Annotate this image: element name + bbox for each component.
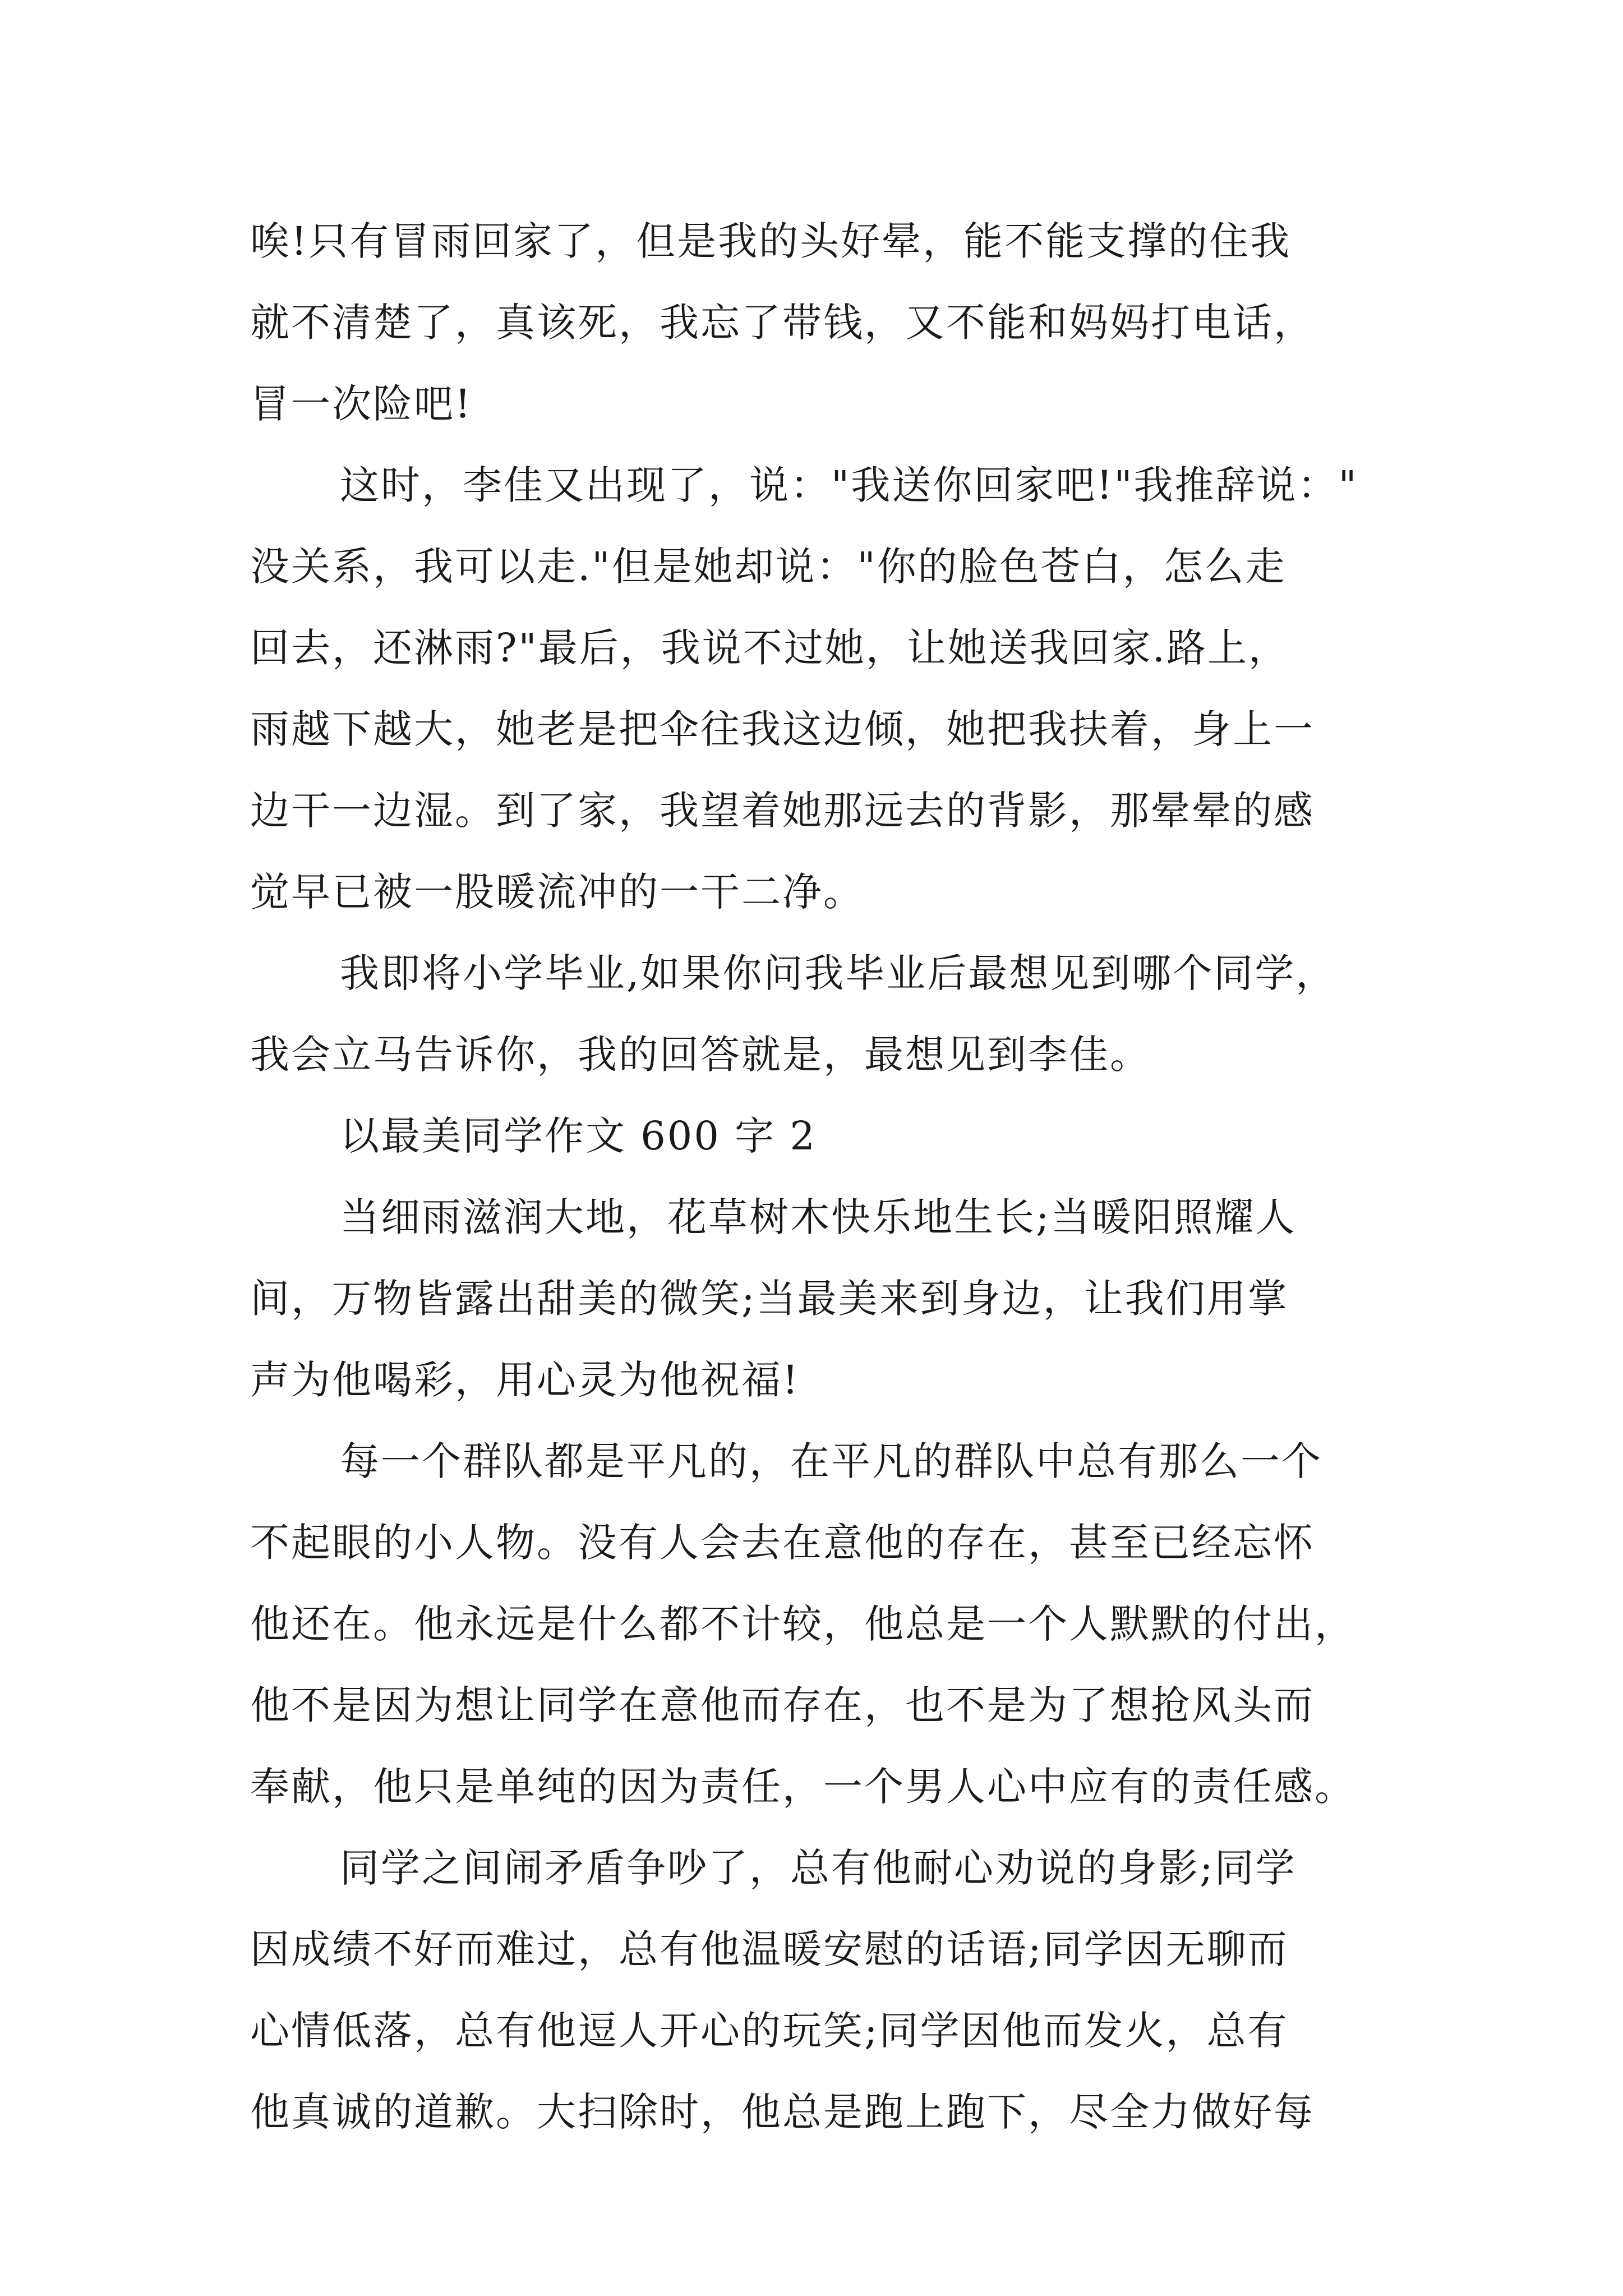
text-line: 心情低落，总有他逗人开心的玩笑;同学因他而发火，总有 bbox=[250, 2008, 1289, 2054]
text-line: 间，万物皆露出甜美的微笑;当最美来到身边，让我们用掌 bbox=[250, 1276, 1289, 1322]
text-line: 声为他喝彩，用心灵为他祝福! bbox=[250, 1357, 800, 1403]
text-line: 不起眼的小人物。没有人会去在意他的存在，甚至已经忘怀 bbox=[250, 1520, 1315, 1566]
text-line: 觉早已被一股暖流冲的一干二净。 bbox=[250, 869, 864, 915]
text-line: 当细雨滋润大地，花草树木快乐地生长;当暖阳照耀人 bbox=[340, 1194, 1297, 1240]
document-body bbox=[250, 201, 1383, 2153]
text-line: 奉献，他只是单纯的因为责任，一个男人心中应有的责任感。 bbox=[250, 1764, 1355, 1810]
text-line: 就不清楚了，真该死，我忘了带钱，又不能和妈妈打电话， bbox=[250, 300, 1315, 346]
text-line: 这时，李佳又出现了，说："我送你回家吧!"我推辞说：" bbox=[340, 462, 1358, 508]
text-line: 因成绩不好而难过，总有他温暖安慰的话语;同学因无聊而 bbox=[250, 1926, 1289, 1972]
text-line: 每一个群队都是平凡的，在平凡的群队中总有那么一个 bbox=[340, 1438, 1322, 1484]
text-line: 冒一次险吧! bbox=[250, 381, 473, 427]
text-line: 他真诚的道歉。大扫除时，他总是跑上跑下，尽全力做好每 bbox=[250, 2089, 1315, 2135]
text-line: 他还在。他永远是什么都不计较，他总是一个人默默的付出， bbox=[250, 1601, 1355, 1647]
text-line: 我会立马告诉你，我的回答就是，最想见到李佳。 bbox=[250, 1032, 1151, 1078]
text-line: 没关系，我可以走."但是她却说："你的脸色苍白，怎么走 bbox=[250, 544, 1287, 590]
text-line: 回去，还淋雨?"最后，我说不过她，让她送我回家.路上， bbox=[250, 625, 1289, 671]
text-line: 边干一边湿。到了家，我望着她那远去的背影，那晕晕的感 bbox=[250, 788, 1315, 834]
section-heading: 以最美同学作文 600 字 2 bbox=[340, 1113, 817, 1159]
text-line: 他不是因为想让同学在意他而存在，也不是为了想抢风头而 bbox=[250, 1682, 1315, 1728]
text-line: 雨越下越大，她老是把伞往我这边倾，她把我扶着，身上一 bbox=[250, 706, 1315, 752]
text-line: 唉!只有冒雨回家了，但是我的头好晕，能不能支撑的住我 bbox=[250, 218, 1292, 264]
text-line: 同学之间闹矛盾争吵了，总有他耐心劝说的身影;同学 bbox=[340, 1845, 1297, 1891]
text-line: 我即将小学毕业,如果你问我毕业后最想见到哪个同学， bbox=[340, 950, 1337, 996]
